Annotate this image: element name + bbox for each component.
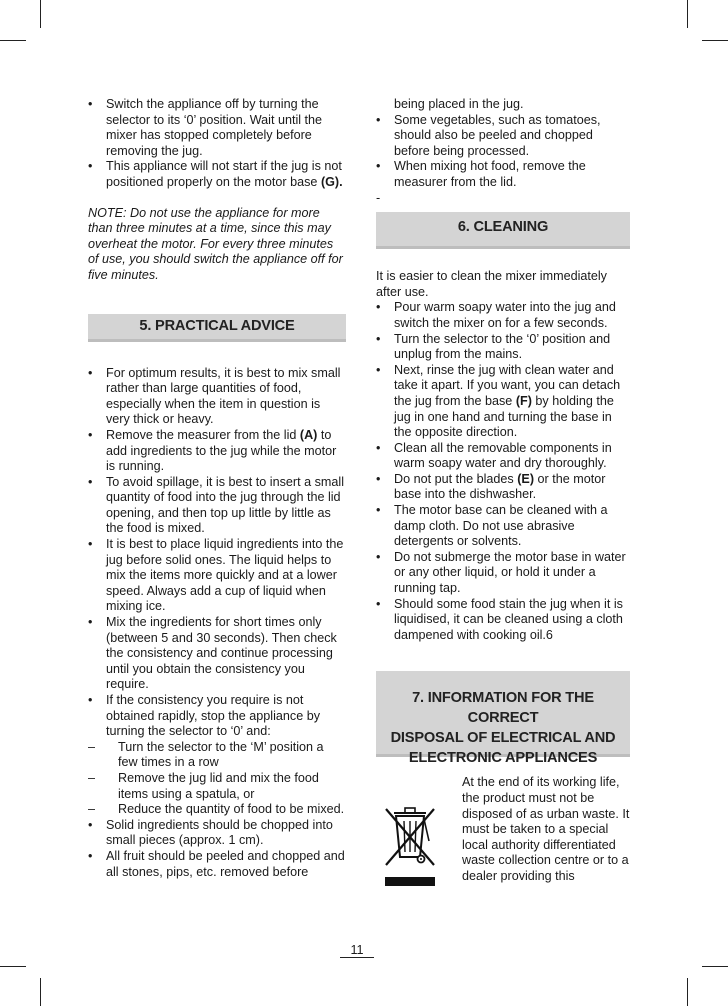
continuation-text: being placed in the jug.: [394, 97, 524, 111]
section-heading-disposal: [376, 671, 630, 767]
disposal-heading-line: DISPOSAL OF ELECTRICAL AND: [390, 730, 616, 747]
crop-mark: [687, 978, 688, 1006]
cleaning-list: [376, 300, 630, 643]
disposal-heading-line: 7. INFORMATION FOR THE CORRECT: [412, 690, 594, 727]
list-item: • Switch the appliance off by turning the selector to its ‘0’ position. Wait until the mixer has stopped completely before removing the jug.: [88, 97, 346, 159]
list-item: • The motor base can be cleaned with a damp cloth. Do not use abrasive detergents or solvents.: [376, 503, 630, 550]
crop-mark: [687, 0, 688, 28]
section-heading-cleaning: 6. CLEANING: [376, 212, 630, 249]
left-column: [88, 97, 346, 880]
dash-mark: -: [376, 190, 381, 205]
list-item: • Do not submerge the motor base in water or any other liquid, or hold it under a running tap.: [376, 550, 630, 597]
page-number: 11: [340, 943, 374, 958]
advice-list: [88, 366, 346, 881]
list-item: • Should some food stain the jug when it is liquidised, it can be cleaned using a cloth dampened with cooking oil.6: [376, 597, 630, 644]
list-item: • Mix the ingredients for short times only (between 5 and 30 seconds). Then check the consistency and continue processing until you obtain the consistency you require.: [88, 615, 346, 693]
cleaning-intro: It is easier to clean the mixer immediately after use.: [376, 269, 607, 299]
list-item: • Clean all the removable components in warm soapy water and dry thoroughly.: [376, 441, 630, 472]
list-item: • Remove the measurer from the lid (A) to add ingredients to the jug while the motor is running.: [88, 428, 346, 475]
list-item: • To avoid spillage, it is best to insert a small quantity of food into the jug through the lid opening, and then top up little by little as the food is mixed.: [88, 475, 346, 537]
crop-mark: [40, 0, 41, 28]
list-item: • When mixing hot food, remove the measurer from the lid.: [376, 159, 630, 190]
disposal-block: [376, 775, 630, 884]
crop-mark: [702, 40, 728, 41]
usage-note: NOTE: Do not use the appliance for more than three minutes at a time, since this may overheat the motor. For every three minutes of use, you should switch the appliance off for five minutes.: [88, 205, 343, 282]
prep-list: [376, 113, 630, 191]
section-heading-practical-advice: 5. PRACTICAL ADVICE: [88, 314, 346, 342]
list-item: • Do not put the blades (E) or the motor base into the dishwasher.: [376, 472, 630, 503]
list-item: • It is best to place liquid ingredients into the jug before solid ones. The liquid helps to mix the items more quickly and at a lower speed. Always add a cup of liquid when mixing ice.: [88, 537, 346, 615]
list-item: • Next, rinse the jug with clean water and take it apart. If you want, you can detach the jug from the base (F) by holding the jug in one hand and turning the base in the opposite direction.: [376, 363, 630, 441]
list-item: • If the consistency you require is not obtained rapidly, stop the appliance by turning the selector to ‘0’ and: – Turn the selector to the ‘M’ position a few times in a row – Remove the jug lid and mix the food items using a spatula, or – Reduce the quantity of food to be mixed.: [88, 693, 346, 818]
sub-list-item: – Reduce the quantity of food to be mixed.: [88, 802, 346, 818]
crossed-out-wheelie-bin-icon: [380, 801, 440, 889]
list-item: • This appliance will not start if the jug is not positioned properly on the motor base (G).: [88, 159, 346, 190]
crop-mark: [0, 40, 26, 41]
sub-list-item: – Remove the jug lid and mix the food items using a spatula, or: [88, 771, 346, 802]
crop-mark: [0, 966, 26, 967]
list-item: • Solid ingredients should be chopped into small pieces (approx. 1 cm).: [88, 818, 346, 849]
sub-list: [88, 740, 346, 818]
sub-list-item: – Turn the selector to the ‘M’ position a few times in a row: [88, 740, 346, 771]
list-item: • For optimum results, it is best to mix small rather than large quantities of food, especially when the item in question is very thick or heavy.: [88, 366, 346, 428]
disposal-text: At the end of its working life, the product must not be disposed of as urban waste. It must be taken to a special local authority differentiated waste collection centre or to a dealer providing this: [462, 775, 630, 883]
list-item: • All fruit should be peeled and chopped and all stones, pips, etc. removed before: [88, 849, 346, 880]
intro-list: [88, 97, 346, 191]
list-item: • Turn the selector to the ‘0’ position and unplug from the mains.: [376, 332, 630, 363]
crop-mark: [40, 978, 41, 1006]
disposal-heading-line: ELECTRONIC APPLIANCES: [408, 750, 598, 767]
list-item: • Some vegetables, such as tomatoes, should also be peeled and chopped before being processed.: [376, 113, 630, 160]
crop-mark: [702, 966, 728, 967]
right-column: [376, 97, 630, 885]
list-item: • Pour warm soapy water into the jug and switch the mixer on for a few seconds.: [376, 300, 630, 331]
